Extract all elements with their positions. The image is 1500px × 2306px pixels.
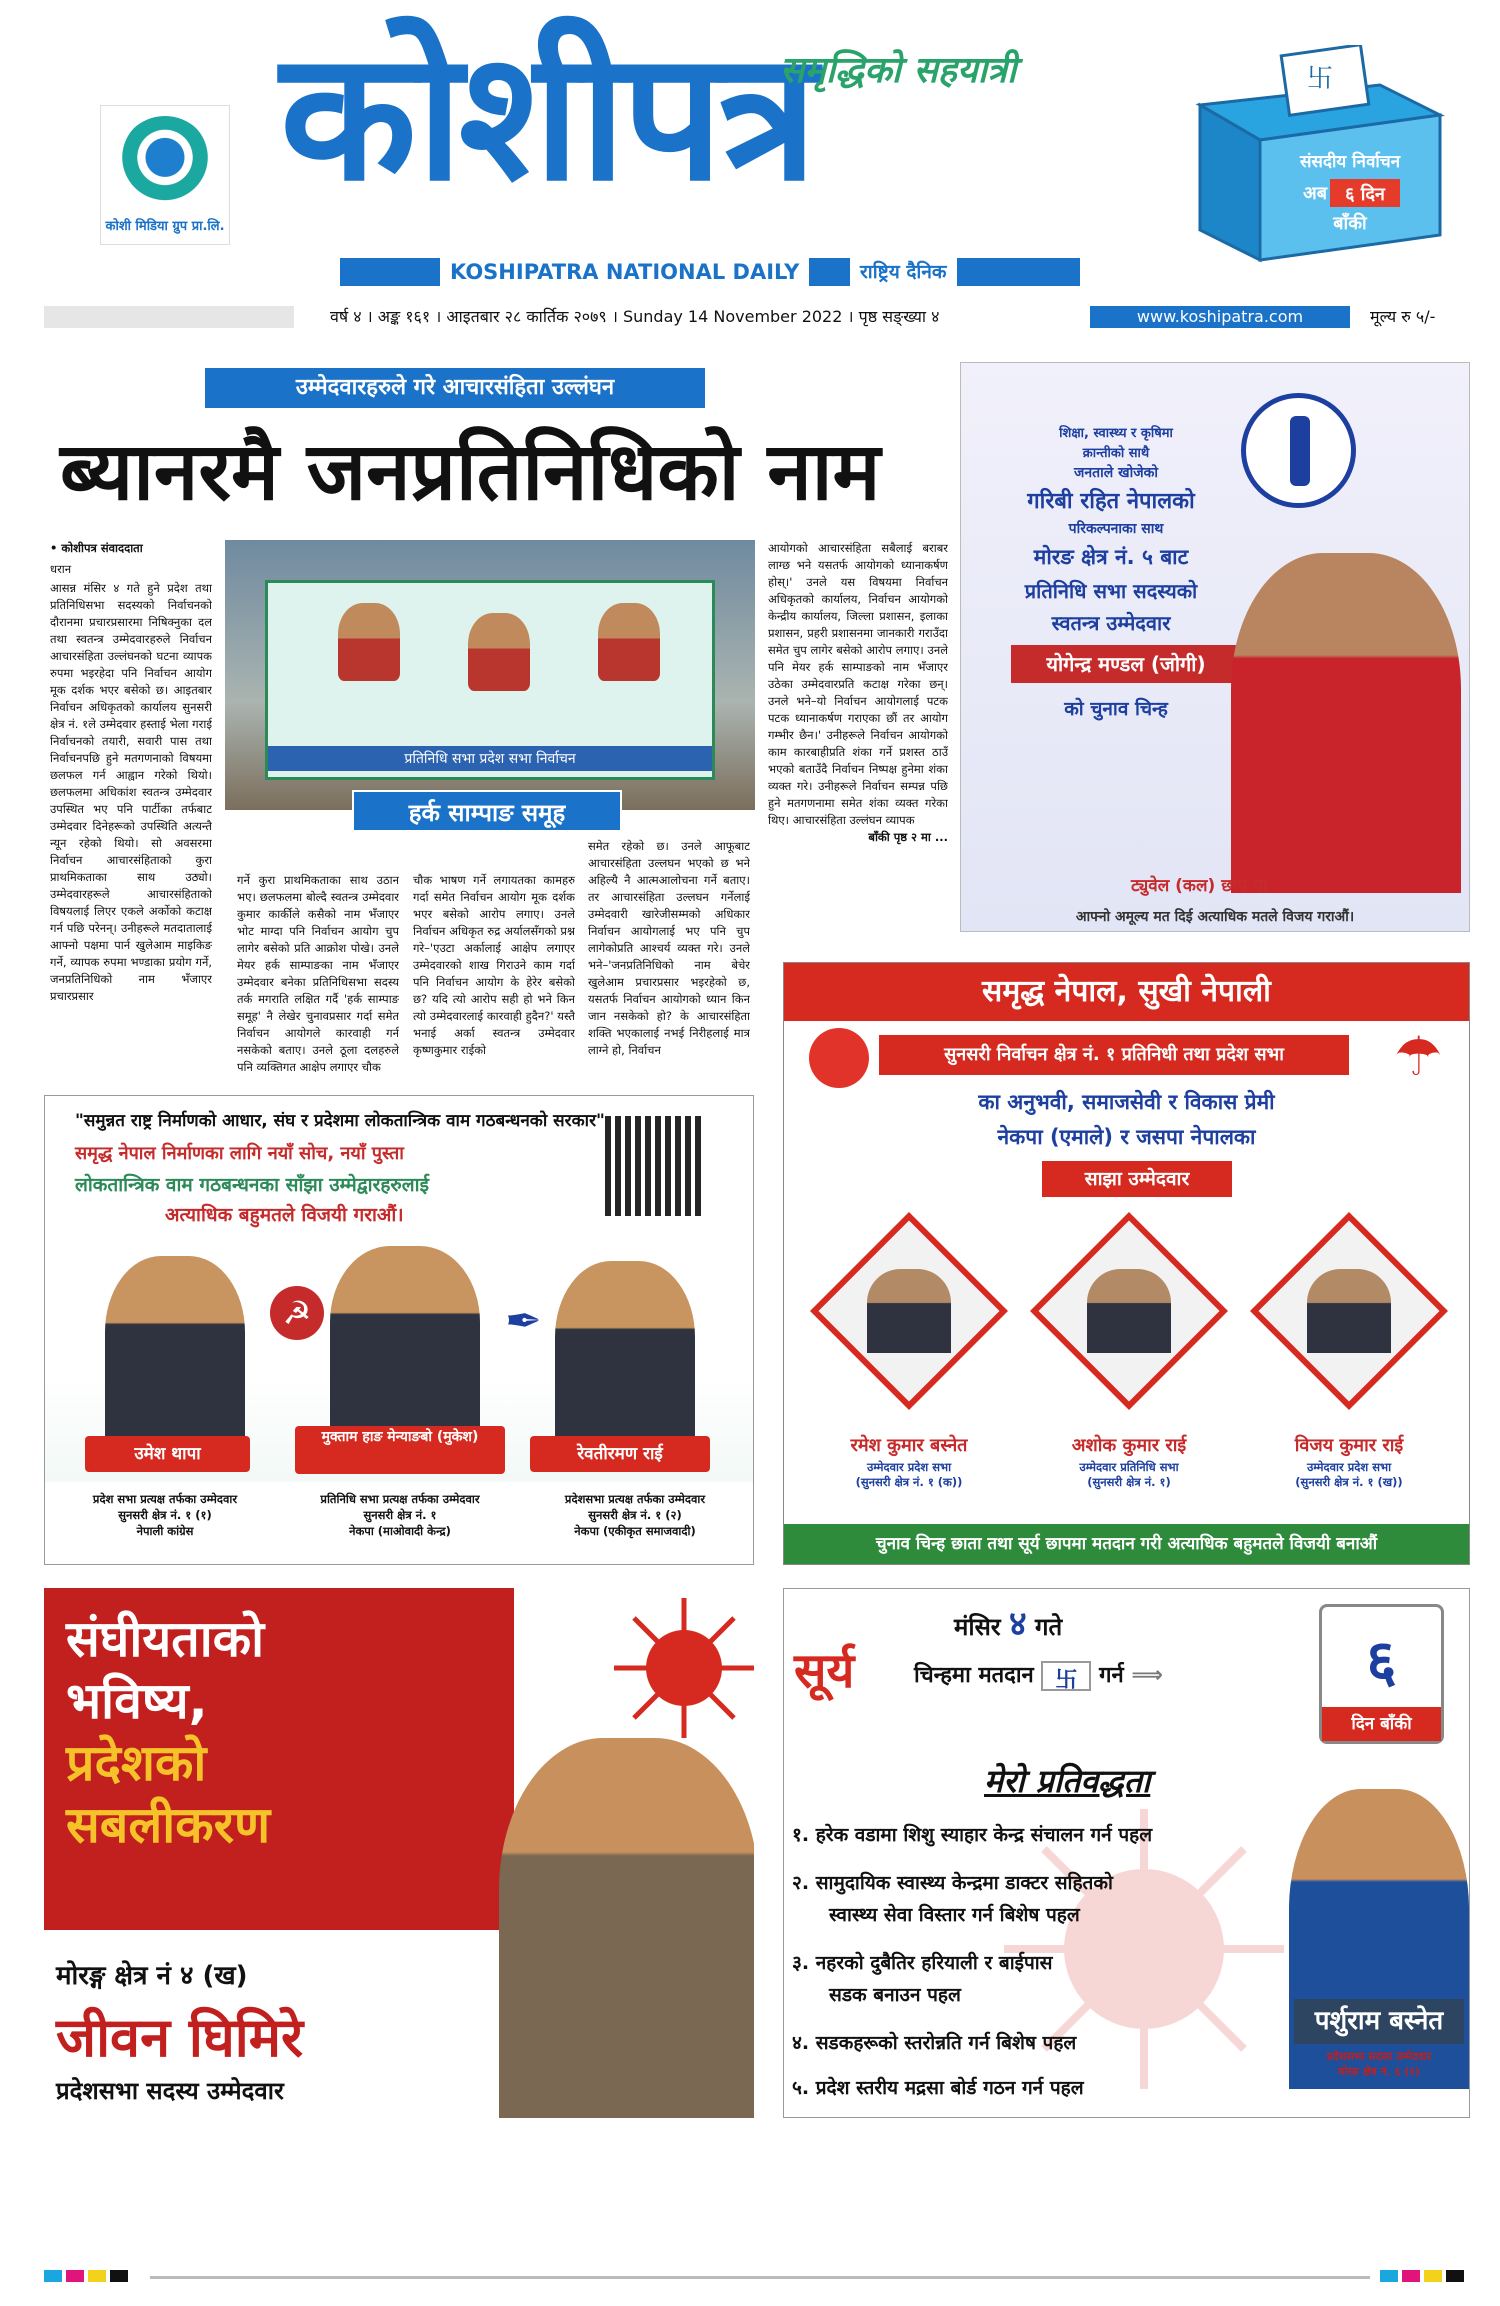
ad-line: का अनुभवी, समाजसेवी र विकास प्रेमी xyxy=(978,1090,1275,1114)
date-num: ४ xyxy=(1008,1604,1027,1644)
sun-swastika-symbol-icon: 卐 xyxy=(1041,1661,1091,1691)
color-bar-magenta xyxy=(66,2270,84,2282)
candidate-portrait xyxy=(1231,553,1461,893)
ad-subheader: सुनसरी निर्वाचन क्षेत्र नं. १ प्रतिनिधी तथा प्रदेश सभा xyxy=(879,1035,1349,1075)
issue-dateline: वर्ष ४ । अङ्क १६१ । आइतबार २८ कार्तिक २०७९ । Sunday 14 November 2022 । पृष्ठ सङ्ख्या ४ xyxy=(330,307,940,326)
commitment-item: ४. सडकहरूको स्तरोन्नति गर्न बिशेष पहल xyxy=(792,2032,1077,2054)
ballot-line2: अब xyxy=(1302,183,1328,204)
ballot-days: ६ दिन xyxy=(1345,184,1385,205)
ballot-line3: बाँकी xyxy=(1333,213,1367,234)
article-column-1 xyxy=(50,540,212,1080)
article-column-3: चौक भाषण गर्ने लगायतका कामहरु गर्दा समेत निर्वाचन आयोग मूक दर्शक भएर बसेको आरोप लगाए। उनले निर्वाचन अधिकृत रुद्र अर्यालसँगको प्रश्न गरे–'एउटा अर्कालाई आक्षेप लगाएर उम्मेदवारको शाख गिराउने काम गर्दा पनि निर्वाचन आयोग के हेरेर बसेको छ? यदि त्यो आरोप सही हो भने किन त्यो उम्मेदवारलाई कारवाही हुदैन?' यस्तै भनाई अर्का स्वतन्त्र उम्मेदवार कृष्णकुमार राईको xyxy=(413,873,575,1057)
candidate-portrait xyxy=(1087,1269,1171,1353)
ad-line: शिक्षा, स्वास्थ्य र कृषिमा xyxy=(1059,426,1173,441)
ad-headline-line: भविष्य, xyxy=(66,1672,208,1730)
banner-candidate-3 xyxy=(598,603,660,681)
candidate-frame xyxy=(810,1212,1008,1410)
candidate-frame xyxy=(1030,1212,1228,1410)
color-bar-black xyxy=(1446,2270,1464,2282)
ad-line: गरिबी रहित नेपालको xyxy=(1027,489,1195,514)
tubewell-symbol-icon xyxy=(1241,393,1356,508)
lead-photo xyxy=(225,540,755,810)
candidate-portrait xyxy=(1289,1789,1469,2089)
ad-headline-line: संघीयताको xyxy=(66,1610,265,1668)
swastika-icon: 卐 xyxy=(1306,64,1334,94)
ad-line: परिकल्पनाका साथ xyxy=(1068,521,1164,537)
commitment-item: १. हरेक वडामा शिशु स्याहार केन्द्र संचालन गर्न पहल xyxy=(792,1824,1153,1846)
banner-candidate-2 xyxy=(468,613,530,691)
commitment-item: ५. प्रदेश स्तरीय मद्रसा बोर्ड गठन गर्न पहल xyxy=(792,2077,1084,2099)
ad-line: साझा उम्मेदवार xyxy=(1042,1161,1232,1197)
sun-symbol-icon xyxy=(609,1593,754,1743)
ad-candidate-role: प्रदेशसभा सदस्य उम्मेदवार मोरङ क्षेत्र नं. ६ (२) xyxy=(1326,2050,1432,2078)
color-bar-cyan xyxy=(1380,2270,1398,2282)
pen-icon: ✒ xyxy=(505,1296,542,1347)
vote-post: गर्न xyxy=(1099,1663,1124,1688)
banner-slogan: प्रतिनिधि सभा प्रदेश सभा निर्वाचन xyxy=(268,746,712,771)
masthead-tagline: समृद्धिको सहयात्री xyxy=(780,50,1017,91)
surya-label: सूर्य xyxy=(794,1643,855,1699)
ad-line: समृद्ध नेपाल निर्माणका लागि नयाँ सोच, नयाँ पुस्ता xyxy=(75,1143,404,1164)
commitment-item: २. सामुदायिक स्वास्थ्य केन्द्रमा डाक्टर सहितको xyxy=(792,1872,1113,1894)
umbrella-symbol-icon: ☂ xyxy=(1394,1025,1443,1088)
ad-line: को चुनाव चिन्ह xyxy=(1064,698,1168,720)
ad-headline-line: सबलीकरण xyxy=(66,1796,271,1854)
ad-line: जनताले खोजेको xyxy=(1074,465,1158,481)
continued-link[interactable]: बाँकी पृष्ठ २ मा ... xyxy=(868,830,948,844)
byline: • कोशीपत्र संवाददाता xyxy=(50,541,143,555)
candidate-info: प्रदेशसभा प्रत्यक्ष तर्फका उम्मेदवार सुनसरी क्षेत्र नं. १ (२) नेकपा (एकीकृत समाजवादी) xyxy=(564,1492,706,1538)
lead-headline: ब्यानरमै जनप्रतिनिधिको नाम xyxy=(60,425,881,518)
article-dateline-place: धरान xyxy=(50,562,72,576)
article-column-4: समेत रहेको छ। उनले आफूबाट आचारसंहिता उल्लघन भएको छ भने अहिल्यै नै आत्मआलोचना गर्ने बताए। तर आचारसंहिता उल्लघन गर्नेलाई उम्मेदवारी खारेजीसम्मको अधिकार निर्वाचन आयोगलाई भए पनि चुप लागेकोप्रति आश्चर्य व्यक्त गरे। उनले भने–'जनप्रतिनिधिको नाम बेचेर खुलेआम प्रचारप्रसार भइरहेको छ, यसतर्फ निर्वाचन आयोगको ध्यान किन जान नसकेको हो? के आचारसंहिता शक्ति भएकालाई नभई निरीहलाई मात्र लाग्ने हो, निर्वाचन xyxy=(588,839,750,1057)
ad-footer: आफ्नो अमूल्य मत दिई अत्याधिक मतले विजय गराऔं। xyxy=(1075,909,1355,925)
candidate-role: उम्मेदवार प्रदेश सभा (सुनसरी क्षेत्र नं. १ (क)) xyxy=(855,1460,963,1489)
color-bar-yellow xyxy=(1424,2270,1442,2282)
ad-jeevan-ghimire xyxy=(44,1588,754,2118)
website-link[interactable]: www.koshipatra.com xyxy=(1090,306,1350,328)
ad-line: अत्याधिक बहुमतले विजयी गराऔं। xyxy=(165,1204,404,1226)
ad-line: लोकतान्त्रिक वाम गठबन्धनका साँझा उम्मेद्वारहरुलाई xyxy=(75,1174,429,1196)
candidate-name: अशोक कुमार राई xyxy=(1071,1435,1187,1456)
candidate-frame xyxy=(1250,1212,1448,1410)
logo-emblem-icon xyxy=(119,116,211,208)
date-post: गते xyxy=(1035,1613,1063,1641)
ad-line: नेकपा (एमाले) र जसपा नेपालका xyxy=(997,1125,1256,1149)
candidate-portrait xyxy=(105,1256,245,1446)
publisher-logo xyxy=(100,105,230,245)
ad-uml-jsp-alliance xyxy=(783,962,1470,1565)
ad-line: प्रतिनिधि सभा सदस्यको xyxy=(1024,579,1198,603)
candidate-info: प्रदेश सभा प्रत्यक्ष तर्फका उम्मेदवार सुनसरी क्षेत्र नं. १ (१) नेपाली कांग्रेस xyxy=(92,1492,238,1538)
color-bar-magenta xyxy=(1402,2270,1420,2282)
vote-pre: चिन्हमा मतदान xyxy=(914,1663,1034,1688)
ad-candidate-role: प्रदेशसभा सदस्य उम्मेदवार xyxy=(56,2077,284,2105)
commitment-item: स्वास्थ्य सेवा विस्तार गर्न बिशेष पहल xyxy=(829,1904,1080,1926)
candidate-name: रमेश कुमार बस्नेत xyxy=(850,1435,968,1456)
ad-left-alliance xyxy=(44,1095,754,1565)
ad-headline-1 xyxy=(66,1608,264,1732)
ad-footer: चुनाव चिन्ह छाता तथा सूर्य छापमा मतदान गरी अत्याधिक बहुमतले विजयी बनाऔं xyxy=(784,1524,1469,1564)
candidate-portrait xyxy=(867,1269,951,1353)
ad-candidate-name: योगेन्द्र मण्डल (जोगी) xyxy=(1011,645,1241,683)
ad-line: मोरङ क्षेत्र नं. ५ बाट xyxy=(1033,545,1189,569)
ad-parshuram-basnet xyxy=(783,1588,1470,2118)
candidate-role: उम्मेदवार प्रदेश सभा (सुनसरी क्षेत्र नं. १ (ख)) xyxy=(1295,1460,1403,1489)
candidate-role: उम्मेदवार प्रतिनिधि सभा (सुनसरी क्षेत्र नं. १) xyxy=(1079,1460,1179,1489)
sun-symbol-icon xyxy=(809,1028,869,1088)
ad-line: क्रान्तीको साथै xyxy=(1082,446,1150,461)
candidate-name: विजय कुमार राई xyxy=(1294,1435,1404,1456)
article-text-1: आसन्न मंसिर ४ गते हुने प्रदेश तथा प्रतिनिधिसभा सदस्यको निर्वाचनको दौरानमा प्रचारप्रसारमा निषिक्नुका दल तथा स्वतन्त्र उम्मेदवारहरुले निर्वाचन आचारसंहिता उल्लंघनको घटना व्यापक रुपमा भइरहेदा पनि निर्वाचन आयोग मूक दर्शक भएर बसेको छ। आइतबार निर्वाचन अधिकृतको कार्यालय सुनसरी क्षेत्र नं. १ले उम्मेदवार हस्ताई भेला गराई निर्वाचनको तयारी, सवारी पास तथा निर्वाचनपछि हुने मतगणनाको विषयमा छलफल गर्न आह्वान गरेको थियो। छलफलमा अधिकांश स्वतन्त्र उम्मेदवार उपस्थित भए पनि पार्टीका तर्फबाट उम्मेदवार दिनेहरूको उपस्थिति अत्यन्तै न्यून रहेको थियो। सो अवसरमा निर्वाचन आचारसंहिताको कुरा प्राथमिकताका साथ उठ्यो। उम्मेदवारहरूले आचारसंहिताको विषयलाई लिएर एकले अर्कोको कटाक्ष गर्न पछि परेनन्। उनीहरूले मतदातालाई आफ्नो पक्षमा पार्न खुलेआम माइकिङ गर्ने, व्यापक रुपमा भण्डाका प्रयोग गर्ने, जनप्रतिनिधिको नाम भँजाएर प्रचारप्रसार xyxy=(50,581,212,1003)
campaign-banner-photo xyxy=(265,580,715,780)
color-bar-yellow xyxy=(88,2270,106,2282)
ad-constituency: मोरङ्ग क्षेत्र नं ४ (ख) xyxy=(56,1961,248,1991)
ballot-line1: संसदीय निर्वाचन xyxy=(1299,152,1401,172)
commitment-title: मेरो प्रतिवद्धता xyxy=(984,1762,1151,1800)
countdown-number: ६ xyxy=(1366,1627,1397,1695)
lead-kicker: उम्मेदवारहरुले गरे आचारसंहिता उल्लंघन xyxy=(205,368,705,408)
ad-headline-line: प्रदेशको xyxy=(66,1734,207,1792)
rashtriya-dainik: राष्ट्रिय दैनिक xyxy=(850,258,957,286)
article-column-2: गर्ने कुरा प्राथमिकताका साथ उठान भए। छलफलमा बोल्दै स्वतन्त्र उम्मेदवार कुमार कार्कीले कसैको नाम भँजाएर भोट माग्दा पनि निर्वाचन आयोग चुप लागेर बसेको प्रति आक्रोश पोखे। उनले मेयर हर्क साम्पाङका नाम भँजाएर उम्मेदवार बनेका प्रतिनिधिसभा सदस्य तर्क मगराति लक्षित गर्दै 'हर्क साम्पाङ समूह' नै लेखेर चुनावप्रसार गर्दा समेत निर्वाचन आयोगले कारवाही गर्न नसकेको बताए। उनले ठूला दलहरुले पनि व्यक्तिगत आक्षेप लगाएर चौक xyxy=(237,873,399,1074)
logo-caption: कोशी मिडिया ग्रुप प्रा.लि. xyxy=(105,219,225,234)
footer-rule xyxy=(150,2276,1370,2279)
commitment-item: ३. नहरको दुबैतिर हरियाली र बाईपास xyxy=(792,1952,1053,1974)
ad-headline-2 xyxy=(66,1732,270,1856)
price: मूल्य रु ५/- xyxy=(1370,307,1436,326)
candidate-portrait xyxy=(1307,1269,1391,1353)
ad-symbol-text: ट्युवेल (कल) छाप मा xyxy=(1131,876,1268,896)
ad-line: स्वतन्त्र उम्मेदवार xyxy=(1051,611,1171,635)
ad-yogendra-mandal xyxy=(960,362,1470,932)
candidate-info: प्रतिनिधि सभा प्रत्यक्ष तर्फका उम्मेदवार सुनसरी क्षेत्र नं. १ नेकपा (माओवादी केन्द्र) xyxy=(320,1492,480,1538)
masthead-title: कोशीपत्र xyxy=(280,13,814,220)
election-date xyxy=(954,1599,1062,1645)
article-column-5 xyxy=(768,540,948,960)
ad-candidate-name: पर्शुराम बस्नेत xyxy=(1294,1999,1464,2044)
candidate-portrait xyxy=(555,1261,695,1451)
banner-candidate-1 xyxy=(338,603,400,681)
commitment-item: सडक बनाउन पहल xyxy=(829,1984,961,2006)
qr-code-icon[interactable] xyxy=(605,1116,705,1216)
candidate-portrait xyxy=(330,1246,480,1436)
ad-candidate-name: जीवन घिमिरे xyxy=(56,2006,304,2069)
candidate-name-tag: रेवतीरमण राई xyxy=(530,1436,710,1472)
arrow-right-icon: ⟹ xyxy=(1131,1663,1163,1688)
color-bar-cyan xyxy=(44,2270,62,2282)
ballot-box-countdown xyxy=(1180,45,1450,270)
countdown-label: दिन बाँकी xyxy=(1322,1707,1441,1741)
ad-slogan: "समुन्नत राष्ट्र निर्माणको आधार, संघ र प्रदेशमा लोकतान्त्रिक वाम गठबन्धनको सरकार" xyxy=(75,1111,605,1131)
hammer-sickle-icon: ☭ xyxy=(270,1286,324,1340)
article-text-5: आयोगको आचारसंहिता सबैलाई बराबर लाग्छ भने यसतर्फ आयोगको ध्यानाकर्षण होस्।' उनले यस विषयमा निर्वाचन अधिकृतको कार्यालय, निर्वाचन आयोगको केन्द्रीय कार्यालय, जिल्ला प्रशासन, इलाका प्रशासन, प्रहरी प्रशासनमा जानकारी गराउँदा समेत चुप लागेर बसेको आरोप लगाए। उनले पनि मेयर हर्क साम्पाङको नाम भँजाएर उठेका उम्मेदवारप्रति कटाक्ष गरेका छन्। उनले भने–यो निर्वाचन आयोगलाई पटक पटक ध्यानाकर्षण गराएका छौं तर आयोग गम्भीर छैन।' उनीहरूले निर्वाचन आयोगको काम कारबाहीप्रति शंका गर्ने प्रशस्त ठाउँ भएको बताउँदै निर्वाचन निष्पक्ष हुनेमा शंका व्यक्त गरे। उनीहरूले निर्वाचन सम्पन्न पछि हुने मतगणनामा समेत शंका व्यक्त गरेका थिए। आचारसंहिता उल्लंघन व्यापक xyxy=(768,541,948,827)
candidate-portrait xyxy=(499,1738,754,2118)
candidate-name-tag: उमेश थापा xyxy=(85,1436,250,1472)
date-pre: मंसिर xyxy=(954,1613,1001,1641)
calendar-countdown-icon xyxy=(1319,1604,1444,1744)
ad-header: समृद्ध नेपाल, सुखी नेपाली xyxy=(784,963,1469,1021)
candidate-name-tag: मुक्ताम हाङ मेन्याङबो (मुकेश) xyxy=(295,1426,505,1474)
dateline-left-bar xyxy=(44,306,294,328)
english-name: KOSHIPATRA NATIONAL DAILY xyxy=(440,258,809,286)
color-bar-black xyxy=(110,2270,128,2282)
vote-line xyxy=(914,1659,1163,1691)
photo-caption: हर्क साम्पाङ समूह xyxy=(352,790,622,832)
